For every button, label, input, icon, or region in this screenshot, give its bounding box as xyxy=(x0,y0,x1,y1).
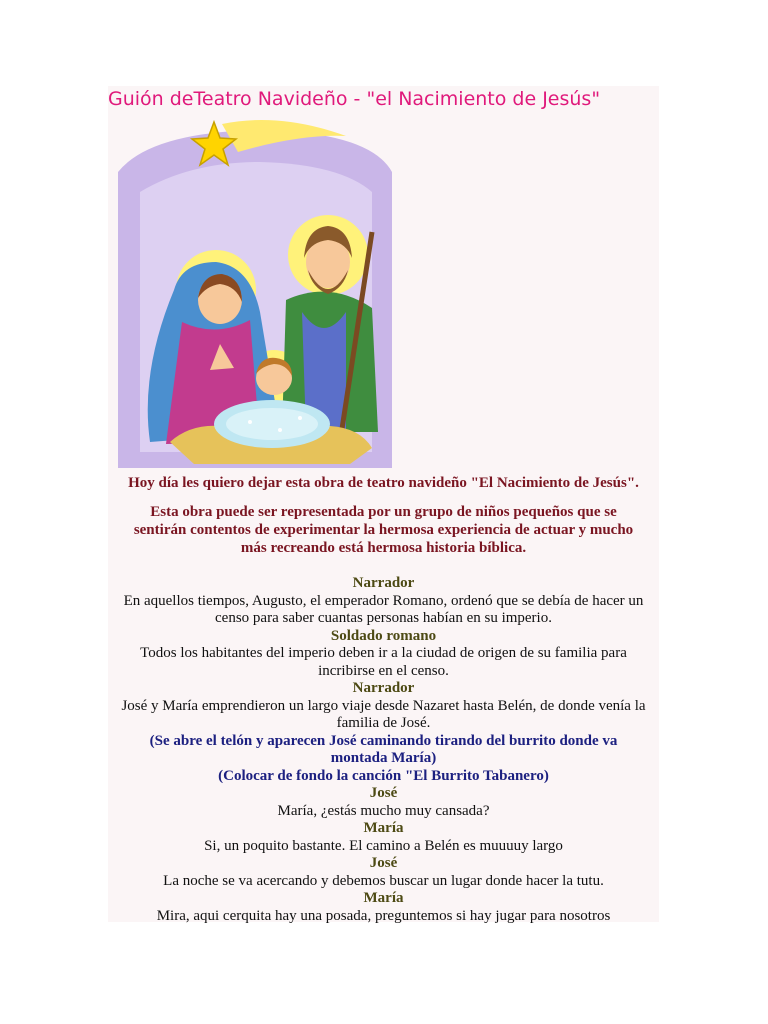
speech-line: Todos los habitantes del imperio deben ir a la ciudad de origen de su familia para incribirse en el censo. xyxy=(140,645,627,679)
speech-line: José y María emprendieron un largo viaje desde Nazaret hasta Belén, de donde venía la familia de José. xyxy=(121,697,646,731)
script-section xyxy=(108,575,659,925)
speech-line: En aquellos tiempos, Augusto, el emperador Romano, ordenó que se debía de hacer un censo para saber cuantas personas habían en su imperio. xyxy=(123,592,644,626)
speaker-label: María xyxy=(363,890,404,906)
speech-line: Si, un poquito bastante. El camino a Belén es muuuuy largo xyxy=(204,837,563,854)
intro-section xyxy=(108,474,659,568)
stage-direction: (Colocar de fondo la canción "El Burrito Tabanero) xyxy=(218,767,549,784)
speech-line: María, ¿estás mucho muy cansada? xyxy=(277,802,490,819)
nativity-illustration xyxy=(110,112,400,468)
speaker-label: Narrador xyxy=(352,575,415,591)
speaker-label: Narrador xyxy=(352,680,415,696)
intro-paragraph-2: Esta obra puede ser representada por un grupo de niños pequeños que se sentirán contentos de experimentar la hermosa experiencia de actuar y mucho más recreando está hermosa historia bíblica. xyxy=(133,504,634,556)
document-title: Guión deTeatro Navideño - "el Nacimiento de Jesús" xyxy=(108,88,601,110)
speaker-label: María xyxy=(363,820,404,836)
intro-paragraph-1: Hoy día les quiero dejar esta obra de teatro navideño "El Nacimiento de Jesús". xyxy=(128,475,639,491)
speaker-label: Soldado romano xyxy=(330,627,437,644)
stage-direction: (Se abre el telón y aparecen José caminando tirando del burrito donde va montada María) xyxy=(149,732,618,766)
document-page xyxy=(108,86,659,922)
speaker-label: José xyxy=(369,785,398,801)
speech-line: La noche se va acercando y debemos buscar un lugar donde hacer la tutu. xyxy=(163,872,604,889)
speech-line: Mira, aqui cerquita hay una posada, preguntemos si hay jugar para nosotros xyxy=(156,907,611,924)
speaker-label: José xyxy=(369,855,398,871)
